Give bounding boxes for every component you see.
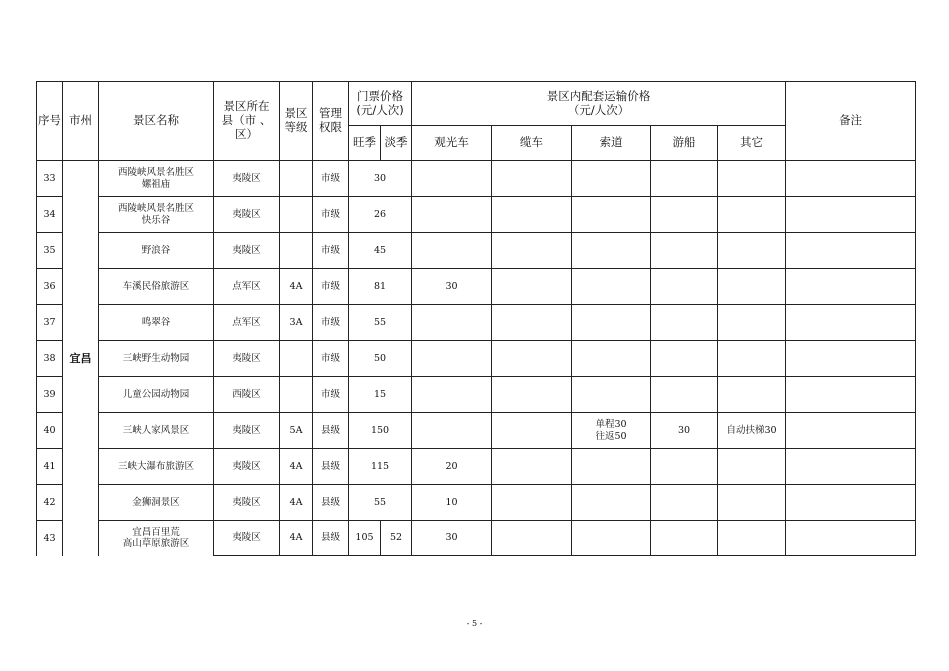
- table-row: [37, 341, 916, 377]
- cell-county: 夷陵区: [214, 449, 280, 485]
- cell-grade: 4A: [280, 269, 313, 305]
- header-cable-car: 缆车: [492, 126, 572, 161]
- cell-ropeway: [572, 269, 651, 305]
- cell-notes: [786, 161, 916, 197]
- cell-authority: 县级: [313, 485, 349, 521]
- cell-grade: 3A: [280, 305, 313, 341]
- cell-sightseeing-bus: 10: [412, 485, 492, 521]
- header-boat: 游船: [651, 126, 718, 161]
- cell-ropeway: [572, 233, 651, 269]
- cell-ticket-price: 55: [349, 305, 412, 341]
- cell-county: 夷陵区: [214, 341, 280, 377]
- cell-seq: 33: [37, 161, 63, 197]
- cell-boat: [651, 377, 718, 413]
- cell-sightseeing-bus: 30: [412, 269, 492, 305]
- cell-authority: 市级: [313, 341, 349, 377]
- cell-scenic-name: [99, 341, 214, 377]
- table-row: [37, 269, 916, 305]
- cell-notes: [786, 449, 916, 485]
- cell-county: 点军区: [214, 269, 280, 305]
- cell-sightseeing-bus: [412, 233, 492, 269]
- scenic-price-table: [36, 81, 916, 556]
- cell-sightseeing-bus: [412, 413, 492, 449]
- cell-scenic-name-line: 车溪民俗旅游区: [122, 280, 190, 292]
- cell-grade: [280, 161, 313, 197]
- cell-scenic-name: [99, 413, 214, 449]
- page-number: - 5 -: [466, 619, 483, 628]
- cell-ticket-price: 81: [349, 269, 412, 305]
- cell-authority: 市级: [313, 377, 349, 413]
- cell-scenic-name-line: 西陵峡风景名胜区: [117, 203, 194, 215]
- header-ticket-price: [349, 82, 412, 126]
- cell-cable-car: [492, 305, 572, 341]
- cell-sightseeing-bus: [412, 161, 492, 197]
- cell-authority: 市级: [313, 197, 349, 233]
- cell-county: 西陵区: [214, 377, 280, 413]
- cell-other: 自动扶梯30: [718, 413, 786, 449]
- header-grade-line: 景区: [284, 106, 308, 121]
- cell-sightseeing-bus: 30: [412, 521, 492, 556]
- cell-cable-car: [492, 521, 572, 556]
- cell-grade: 4A: [280, 485, 313, 521]
- cell-grade: [280, 197, 313, 233]
- cell-ropeway: [572, 521, 651, 556]
- cell-scenic-name: [99, 197, 214, 233]
- cell-cable-car: [492, 233, 572, 269]
- cell-seq: 35: [37, 233, 63, 269]
- header-county: [214, 82, 280, 161]
- cell-sightseeing-bus: [412, 341, 492, 377]
- cell-seq: 36: [37, 269, 63, 305]
- cell-grade: [280, 377, 313, 413]
- cell-authority: 县级: [313, 521, 349, 556]
- cell-cable-car: [492, 413, 572, 449]
- header-ropeway: 索道: [572, 126, 651, 161]
- cell-scenic-name-line: 金狮洞景区: [132, 496, 180, 508]
- cell-scenic-name: [99, 161, 214, 197]
- cell-ticket-price: 26: [349, 197, 412, 233]
- header-county-line: 区）: [235, 126, 258, 141]
- cell-authority: 市级: [313, 233, 349, 269]
- cell-other: [718, 449, 786, 485]
- header-ticket-line: (元/人次): [356, 102, 404, 117]
- header-peak: 旺季: [349, 126, 381, 161]
- cell-authority: 县级: [313, 449, 349, 485]
- cell-scenic-name-line: 鸣翠谷: [141, 316, 171, 328]
- cell-ticket-price: 55: [349, 485, 412, 521]
- header-sightseeing-bus: 观光车: [412, 126, 492, 161]
- cell-sightseeing-bus: [412, 377, 492, 413]
- cell-notes: [786, 341, 916, 377]
- cell-notes: [786, 305, 916, 341]
- header-off-peak: 淡季: [381, 126, 412, 161]
- header-seq: 序号: [37, 82, 63, 161]
- cell-scenic-name-line: 野浪谷: [141, 244, 171, 256]
- cell-ropeway: [572, 449, 651, 485]
- table-row: [37, 485, 916, 521]
- cell-boat: [651, 197, 718, 233]
- cell-scenic-name: [99, 377, 214, 413]
- cell-scenic-name: [99, 449, 214, 485]
- cell-other: [718, 161, 786, 197]
- cell-ticket-price: 30: [349, 161, 412, 197]
- cell-grade: 5A: [280, 413, 313, 449]
- table-row: [37, 521, 916, 556]
- cell-seq: 42: [37, 485, 63, 521]
- cell-ticket-price: 45: [349, 233, 412, 269]
- cell-grade: [280, 341, 313, 377]
- cell-scenic-name-line: 高山草原旅游区: [122, 538, 190, 550]
- cell-scenic-name-line: 宜昌百里荒: [132, 526, 180, 538]
- cell-scenic-name-line: 快乐谷: [141, 214, 171, 226]
- cell-ropeway: [572, 305, 651, 341]
- cell-notes: [786, 485, 916, 521]
- header-transport-line: 景区内配套运输价格: [546, 88, 651, 103]
- header-transport-price: [412, 82, 786, 126]
- cell-authority: 市级: [313, 305, 349, 341]
- cell-cable-car: [492, 197, 572, 233]
- cell-seq: 41: [37, 449, 63, 485]
- header-county-line: 县（市 、: [221, 113, 272, 128]
- cell-scenic-name-line: 儿童公园动物园: [122, 388, 190, 400]
- cell-ticket-off-peak: 52: [381, 521, 412, 556]
- cell-sightseeing-bus: [412, 197, 492, 233]
- header-authority-line: 权限: [319, 120, 342, 134]
- cell-boat: [651, 269, 718, 305]
- header-county-line: 景区所在: [223, 99, 270, 114]
- header-city: 市州: [63, 82, 99, 161]
- table-row: [37, 161, 916, 197]
- cell-boat: [651, 485, 718, 521]
- cell-scenic-name-line: 三峡野生动物园: [122, 352, 190, 364]
- cell-cable-car: [492, 449, 572, 485]
- cell-grade: 4A: [280, 521, 313, 556]
- cell-ropeway: [572, 161, 651, 197]
- cell-notes: [786, 269, 916, 305]
- cell-ropeway: [572, 197, 651, 233]
- cell-sightseeing-bus: 20: [412, 449, 492, 485]
- cell-notes: [786, 521, 916, 556]
- cell-ticket-price: 15: [349, 377, 412, 413]
- header-name: 景区名称: [99, 82, 214, 161]
- cell-seq: 34: [37, 197, 63, 233]
- cell-notes: [786, 233, 916, 269]
- cell-cable-car: [492, 269, 572, 305]
- header-grade: [280, 82, 313, 161]
- cell-boat: 30: [651, 413, 718, 449]
- cell-authority: 县级: [313, 413, 349, 449]
- cell-scenic-name: [99, 305, 214, 341]
- header-notes: 备注: [786, 82, 916, 161]
- table-row: [37, 197, 916, 233]
- cell-boat: [651, 521, 718, 556]
- cell-cable-car: [492, 377, 572, 413]
- cell-county: 点军区: [214, 305, 280, 341]
- cell-notes: [786, 377, 916, 413]
- cell-county: 夷陵区: [214, 485, 280, 521]
- cell-scenic-name-line: 三峡大瀑布旅游区: [117, 460, 194, 472]
- cell-boat: [651, 341, 718, 377]
- cell-ropeway-line: 单程30: [595, 419, 627, 431]
- cell-scenic-name-line: 嫘祖庙: [141, 178, 171, 190]
- cell-ticket-price: 50: [349, 341, 412, 377]
- header-grade-line: 等级: [284, 120, 308, 134]
- table-row: [37, 377, 916, 413]
- cell-seq: 38: [37, 341, 63, 377]
- table-row: [37, 449, 916, 485]
- cell-county: 夷陵区: [214, 413, 280, 449]
- cell-ropeway-line: 往返50: [595, 430, 627, 442]
- cell-scenic-name-line: 三峡人家风景区: [122, 424, 190, 436]
- header-transport-line: （元/人次）: [567, 102, 630, 117]
- cell-other: [718, 341, 786, 377]
- cell-ticket-peak: 105: [349, 521, 381, 556]
- cell-county: 夷陵区: [214, 161, 280, 197]
- cell-scenic-name: [99, 269, 214, 305]
- cell-grade: 4A: [280, 449, 313, 485]
- cell-scenic-name: [99, 233, 214, 269]
- table-body: [37, 161, 916, 556]
- cell-seq: 43: [37, 521, 63, 556]
- cell-grade: [280, 233, 313, 269]
- cell-ticket-price: 150: [349, 413, 412, 449]
- cell-city: 宜昌: [63, 161, 99, 556]
- cell-ropeway: [572, 377, 651, 413]
- cell-cable-car: [492, 161, 572, 197]
- cell-cable-car: [492, 341, 572, 377]
- header-authority-line: 管理: [319, 106, 342, 121]
- cell-other: [718, 233, 786, 269]
- cell-other: [718, 485, 786, 521]
- cell-ticket-price: 115: [349, 449, 412, 485]
- cell-scenic-name-line: 西陵峡风景名胜区: [117, 167, 194, 179]
- cell-other: [718, 305, 786, 341]
- cell-notes: [786, 413, 916, 449]
- cell-seq: 40: [37, 413, 63, 449]
- cell-sightseeing-bus: [412, 305, 492, 341]
- cell-county: 夷陵区: [214, 197, 280, 233]
- header-other: 其它: [718, 126, 786, 161]
- header-ticket-line: 门票价格: [357, 88, 403, 103]
- cell-authority: 市级: [313, 269, 349, 305]
- cell-seq: 39: [37, 377, 63, 413]
- table-row: [37, 305, 916, 341]
- cell-other: [718, 521, 786, 556]
- cell-boat: [651, 449, 718, 485]
- cell-other: [718, 197, 786, 233]
- cell-ropeway: [572, 485, 651, 521]
- cell-other: [718, 377, 786, 413]
- cell-scenic-name: [99, 485, 214, 521]
- cell-boat: [651, 161, 718, 197]
- cell-notes: [786, 197, 916, 233]
- table-row: [37, 233, 916, 269]
- cell-seq: 37: [37, 305, 63, 341]
- cell-boat: [651, 233, 718, 269]
- cell-authority: 市级: [313, 161, 349, 197]
- cell-county: 夷陵区: [214, 233, 280, 269]
- cell-county: 夷陵区: [214, 521, 280, 556]
- cell-ropeway: [572, 413, 651, 449]
- cell-boat: [651, 305, 718, 341]
- cell-scenic-name: [99, 521, 214, 556]
- cell-ropeway: [572, 341, 651, 377]
- header-authority: [313, 82, 349, 161]
- header-row-1: [37, 82, 916, 126]
- cell-other: [718, 269, 786, 305]
- table-row: [37, 413, 916, 449]
- cell-cable-car: [492, 485, 572, 521]
